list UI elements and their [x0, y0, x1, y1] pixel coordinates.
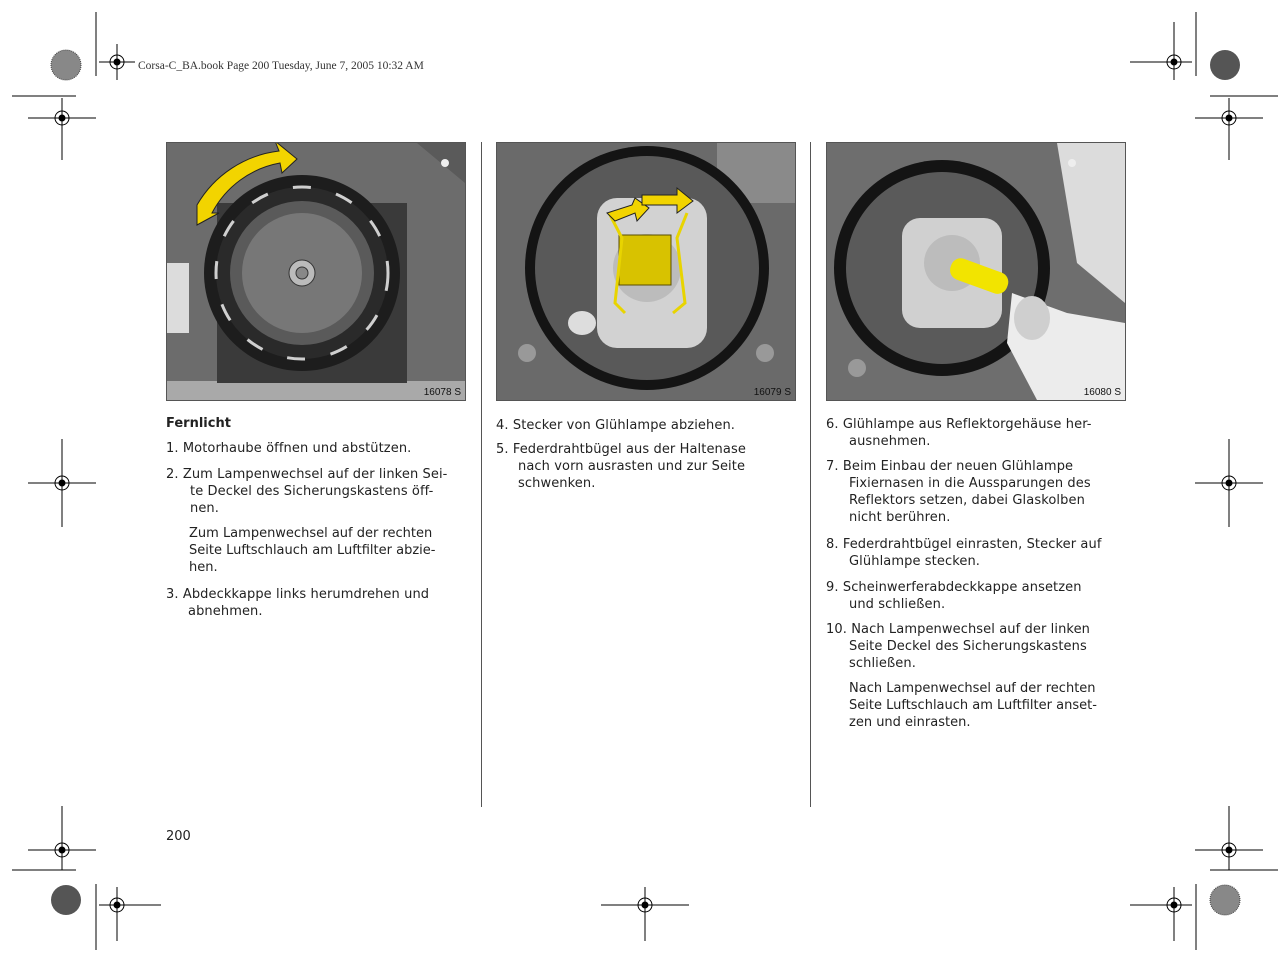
step-line: 3. Abdeckkappe links herumdrehen und [166, 587, 430, 602]
note-line: Zum Lampenwechsel auf der rechten [189, 526, 433, 541]
step-line: 1. Motorhaube öffnen und abstützen. [166, 441, 412, 456]
step-line: abnehmen. [188, 604, 263, 619]
step-line: Reflektors setzen, dabei Glaskolben [849, 493, 1085, 508]
step-3 [166, 586, 466, 620]
step-line: 5. Federdrahtbügel aus der Haltenase [496, 442, 746, 457]
step-10 [826, 621, 1126, 672]
step-line: 8. Federdrahtbügel einrasten, Stecker auf [826, 537, 1102, 552]
bulb-connector-illustration [497, 143, 795, 400]
step-line: und schließen. [849, 597, 946, 612]
note-line: zen und einrasten. [849, 715, 971, 730]
step-2-note [189, 525, 469, 576]
step-line: nen. [190, 501, 220, 516]
step-line: Seite Deckel des Sicherungskastens [849, 639, 1087, 654]
step-line: schwenken. [518, 476, 596, 491]
print-header: Corsa-C_BA.book Page 200 Tuesday, June 7, 2005 10:32 AM [138, 60, 424, 72]
step-line: Fixiernasen in die Aussparungen des [849, 476, 1091, 491]
figure-headlamp-cap [166, 142, 466, 401]
figure-label: 16080 S [1083, 387, 1121, 398]
page-number: 200 [166, 829, 191, 844]
step-6 [826, 416, 1126, 450]
note-line: Seite Luftschlauch am Luftfilter abzie- [189, 543, 436, 558]
step-1 [166, 440, 466, 457]
figure-label: 16079 S [753, 387, 791, 398]
note-line: hen. [189, 560, 218, 575]
step-5 [496, 441, 796, 492]
step-line: 6. Glühlampe aus Reflektorgehäuse her- [826, 417, 1092, 432]
figure-bulb-connector [496, 142, 796, 401]
step-line: schließen. [849, 656, 916, 671]
step-4 [496, 417, 796, 434]
step-line: Glühlampe stecken. [849, 554, 981, 569]
note-line: Seite Luftschlauch am Luftfilter anset- [849, 698, 1097, 713]
step-9 [826, 579, 1126, 613]
step-line: 7. Beim Einbau der neuen Glühlampe [826, 459, 1074, 474]
bulb-removal-illustration [827, 143, 1125, 400]
note-line: Nach Lampenwechsel auf der rechten [849, 681, 1096, 696]
step-line: ausnehmen. [849, 434, 931, 449]
step-line: te Deckel des Sicherungskastens öff- [190, 484, 434, 499]
figure-bulb-removal [826, 142, 1126, 401]
headlamp-cap-illustration [167, 143, 465, 400]
column-divider [810, 142, 811, 807]
step-line: nach vorn ausrasten und zur Seite [518, 459, 746, 474]
section-heading: Fernlicht [166, 416, 231, 431]
step-8 [826, 536, 1126, 570]
step-7 [826, 458, 1126, 526]
figure-label: 16078 S [423, 387, 461, 398]
column-divider [481, 142, 482, 807]
step-line: 2. Zum Lampenwechsel auf der linken Sei- [166, 467, 448, 482]
step-line: 9. Scheinwerferabdeckkappe ansetzen [826, 580, 1082, 595]
step-10-note [849, 680, 1129, 731]
step-line: 10. Nach Lampenwechsel auf der linken [826, 622, 1091, 637]
step-2 [166, 466, 466, 517]
step-line: nicht berühren. [849, 510, 951, 525]
step-line: 4. Stecker von Glühlampe abziehen. [496, 418, 736, 433]
